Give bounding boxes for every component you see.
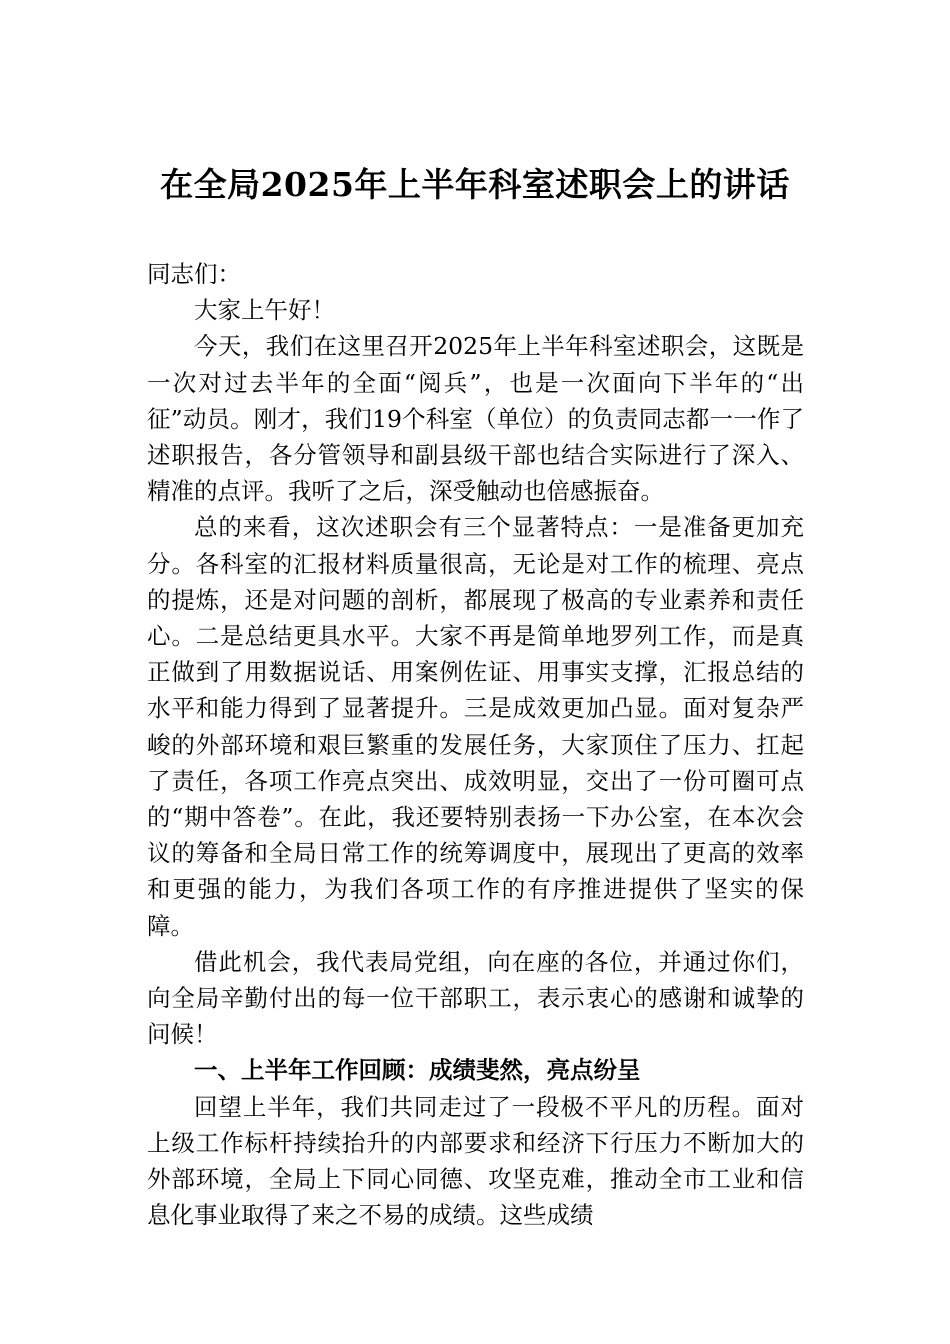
paragraph-features: 总的来看，这次述职会有三个显著特点：一是准备更加充分。各科室的汇报材料质量很高，无论是对工作的梳理、亮点的提炼，还是对问题的剖析，都展现了极高的专业素养和责任心。二是总结更具水平。大家不再是简单地罗列工作，而是真正做到了用数据说话、用案例佐证、用事实支撑，汇报总结的水平和能力得到了显著提升。三是成效更加凸显。面对复杂严峻的外部环境和艰巨繁重的发展任务，大家顶住了压力、扛起了责任，各项工作亮点突出、成效明显，交出了一份可圈可点的“期中答卷”。在此，我还要特别表扬一下办公室，在本次会议的筹备和全局日常工作的统筹调度中，展现出了更高的效率和更强的能力，为我们各项工作的有序推进提供了坚实的保障。 <box>147 513 804 940</box>
section-heading: 一、上半年工作回顾：成绩斐然，亮点纷呈 <box>194 1056 641 1085</box>
salutation: 同志们： <box>147 260 241 288</box>
paragraph-review: 回望上半年，我们共同走过了一段极不平凡的历程。面对上级工作标杆持续抬升的内部要求和经济下行压力不断加大的外部环境，全局上下同心同德、攻坚克难，推动全市工业和信息化事业取得了来之不易的成绩。这些成绩 <box>147 1092 804 1230</box>
document-title: 在全局2025年上半年科室述职会上的讲话 <box>160 165 790 204</box>
document-body <box>147 256 804 1233</box>
paragraph-thanks: 借此机会，我代表局党组，向在座的各位，并通过你们，向全局辛勤付出的每一位干部职工，表示衷心的感谢和诚挚的问候！ <box>147 947 804 1049</box>
paragraph-opening: 今天，我们在这里召开2025年上半年科室述职会，这既是一次对过去半年的全面“阅兵”，也是一次面向下半年的“出征”动员。刚才，我们19个科室（单位）的负责同志都一一作了述职报告，各分管领导和副县级干部也结合实际进行了深入、精准的点评。我听了之后，深受触动也倍感振奋。 <box>147 332 804 506</box>
greeting: 大家上午好！ <box>194 296 335 325</box>
